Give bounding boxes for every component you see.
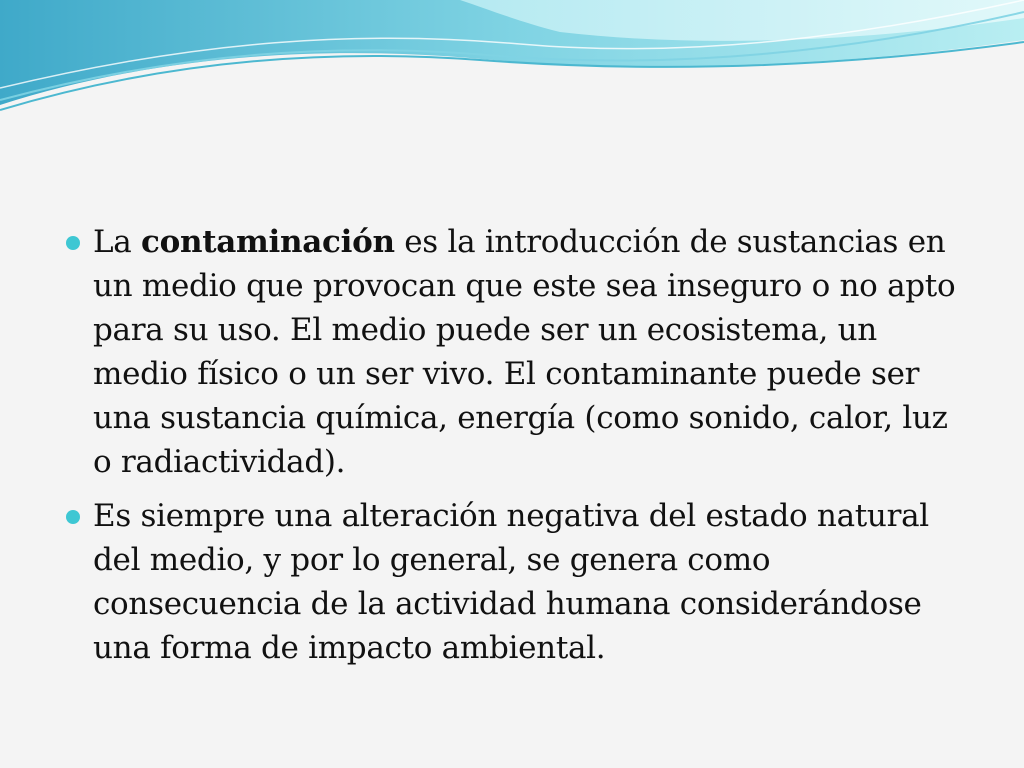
bullet-1-bold-term: contaminación: [141, 224, 395, 260]
bullet-dot-icon: [66, 236, 80, 250]
header-wave-decoration: [0, 0, 1024, 130]
bullet-1-prefix: La: [93, 224, 142, 260]
bullet-item-2: [62, 494, 962, 670]
bullet-2-text: Es siempre una alteración negativa del estado natural del medio, y por lo general, se genera como consecuencia de la actividad humana considerándose una forma de impacto ambiental.: [93, 498, 929, 666]
bullet-1-rest: es la introducción de sustancias en un medio que provocan que este sea inseguro o no apto para su uso. El medio puede ser un ecosistema, un medio físico o un ser vivo. El contaminante puede ser una sustancia química, energía (como sonido, calor, luz o radiactividad).: [93, 224, 956, 480]
bullet-dot-icon: [66, 510, 80, 524]
slide-content: [62, 220, 962, 680]
bullet-item-1: [62, 220, 962, 484]
